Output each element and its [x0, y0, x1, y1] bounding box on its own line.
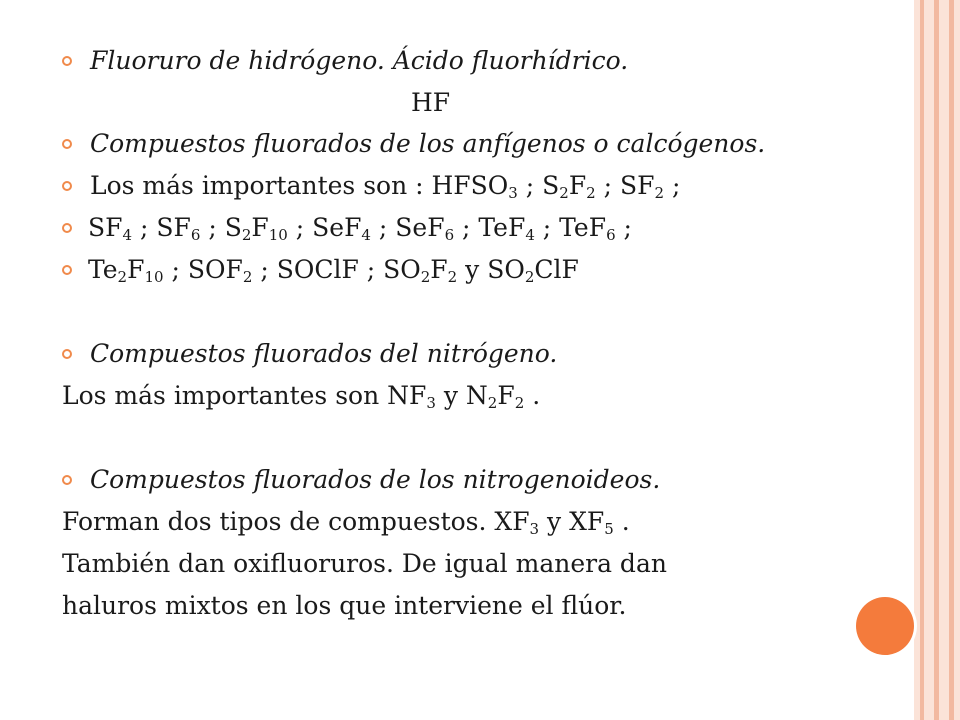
decorative-circle	[856, 597, 914, 655]
text-line-anfigenos-compounds-1: Los más importantes son : $HFSO_3$ ; $S_2F_2$ ; $SF_2$ ;	[90, 171, 681, 202]
text-line-hf-heading: Fluoruro de hidrógeno. Ácido fluorhídrico.	[90, 46, 629, 75]
bullet-icon	[62, 349, 72, 359]
bullet-icon	[62, 139, 72, 149]
bullet-icon	[62, 56, 72, 66]
text-line-haluros-mixtos: haluros mixtos en los que interviene el flúor.	[62, 591, 627, 620]
text-line-nitrogeno-compounds: Los más importantes son $NF_3$ y $N_2F_2$ .	[62, 381, 541, 412]
text-line-nitrogenoideos-heading: Compuestos fluorados de los nitrogenoideos.	[90, 465, 661, 494]
bullet-icon	[62, 181, 72, 191]
decorative-stripes	[914, 0, 960, 720]
text-line-anfigenos-heading: Compuestos fluorados de los anfígenos o calcógenos.	[90, 129, 766, 158]
text-line-anfigenos-compounds-2: $SF_4$ ; $SF_6$ ; $S_2F_{10}$ ; SeF$_4$ ; SeF$_6$ ; TeF$_4$ ; TeF$_6$ ;	[88, 213, 632, 244]
text-line-nitrogeno-heading: Compuestos fluorados del nitrógeno.	[90, 339, 558, 368]
bullet-icon	[62, 265, 72, 275]
text-line-anfigenos-compounds-3: $Te_2F_{10}$ ; $SOF_2$ ; SOClF ; $SO_2F_2$ y $SO_2ClF$	[88, 255, 579, 286]
text-line-hf-formula: HF	[411, 88, 451, 117]
text-line-nitrogenoideos-types: Forman dos tipos de compuestos. $XF_3$ y $XF_5$ .	[62, 507, 630, 538]
bullet-icon	[62, 223, 72, 233]
text-line-oxifluoruros: También dan oxifluoruros. De igual manera dan	[62, 549, 667, 578]
bullet-icon	[62, 475, 72, 485]
